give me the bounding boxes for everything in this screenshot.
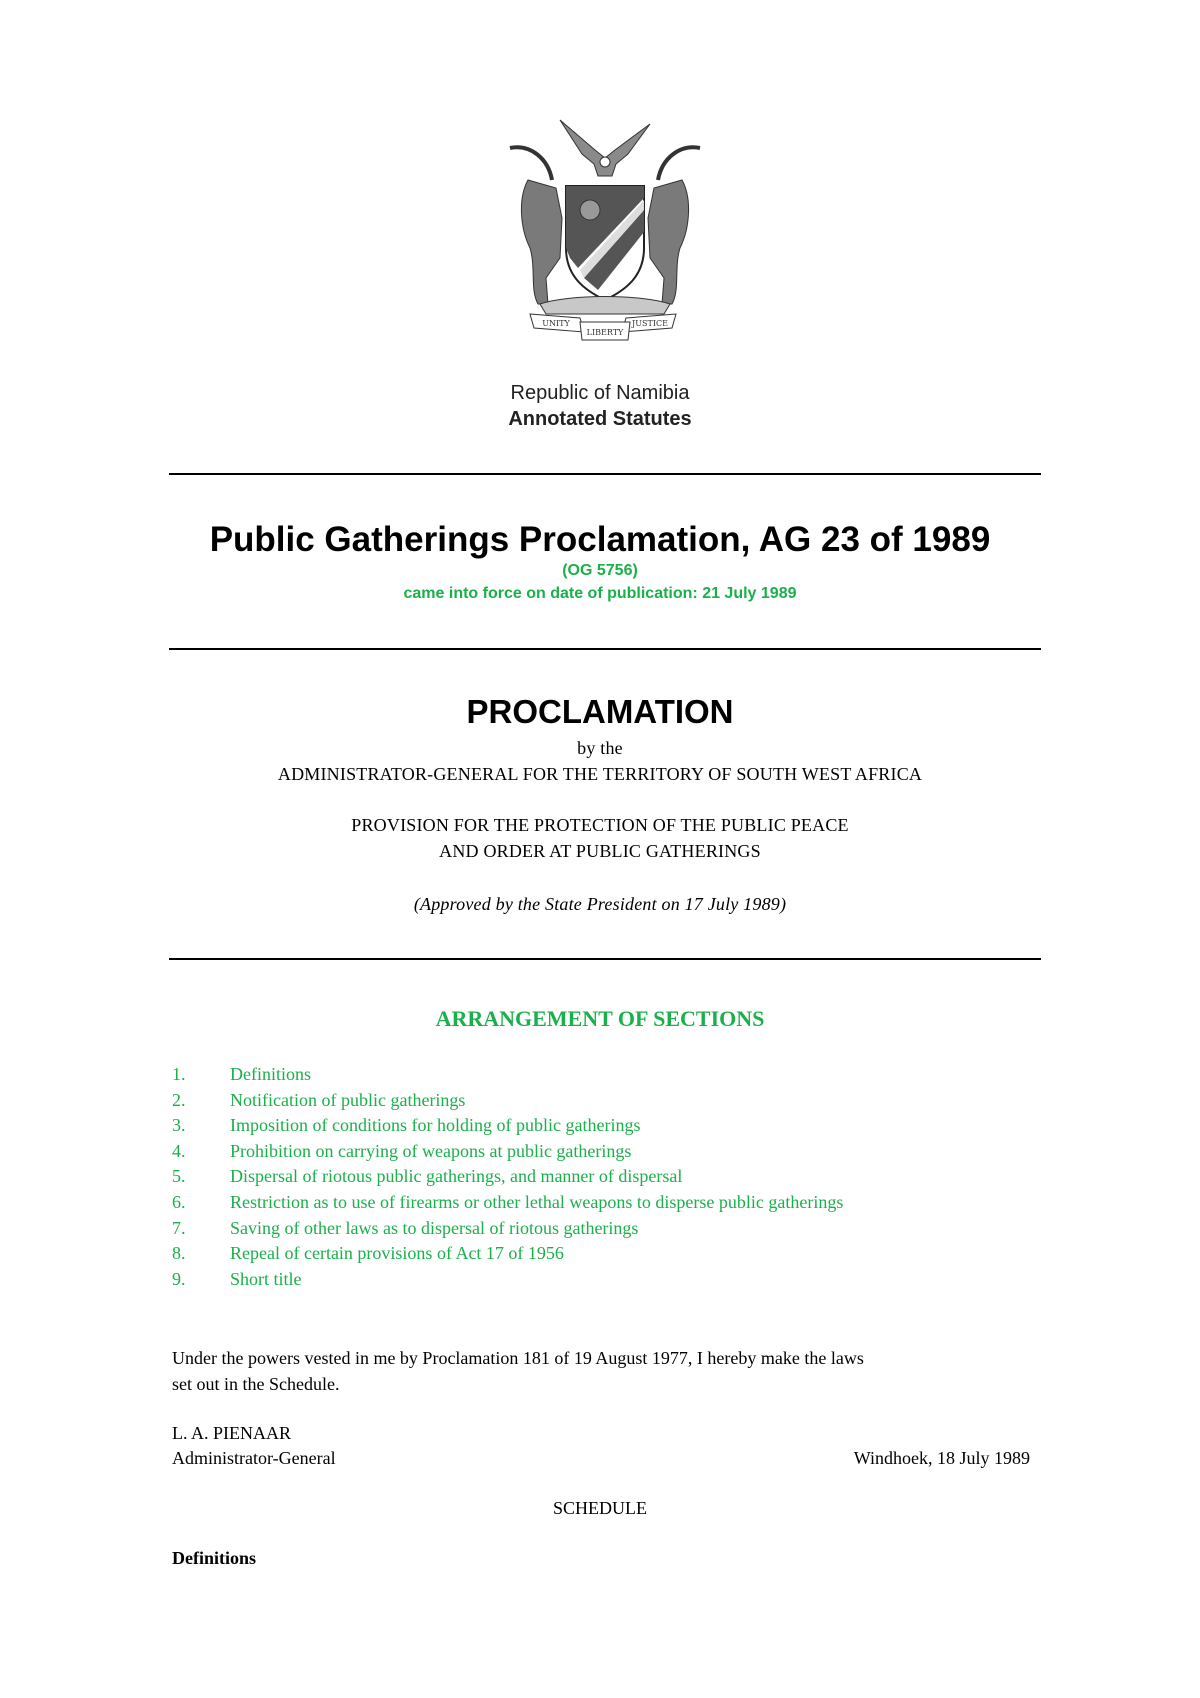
section-number: 6. [172,1191,186,1212]
section-number: 3. [172,1115,186,1136]
section-title: Imposition of conditions for holding of public gatherings [230,1115,641,1136]
definitions-heading: Definitions [172,1548,257,1568]
section-link[interactable] [172,1164,1072,1190]
enactment-clause-line-2: set out in the Schedule. [172,1374,340,1394]
section-number: 8. [172,1243,186,1264]
republic-name: Republic of Namibia [510,382,690,404]
svg-text:LIBERTY: LIBERTY [586,328,624,337]
divider [169,473,1041,475]
section-link[interactable] [172,1241,1072,1267]
arrangement-heading: ARRANGEMENT OF SECTIONS [435,1006,765,1031]
signatory-name: L. A. PIENAAR [172,1423,292,1443]
section-number: 2. [172,1089,186,1110]
section-title: Notification of public gatherings [230,1089,466,1110]
signature-row [172,1446,1030,1470]
purpose-line-2: AND ORDER AT PUBLIC GATHERINGS [439,841,761,861]
gazette-reference: (OG 5756) [562,562,638,579]
section-link[interactable] [172,1267,1072,1293]
purpose-line-1: PROVISION FOR THE PROTECTION OF THE PUBLIC PEACE [351,815,849,835]
section-title: Dispersal of riotous public gatherings, and manner of dispersal [230,1166,683,1187]
act-title: Public Gatherings Proclamation, AG 23 of 1989 [209,520,991,559]
approval-note: (Approved by the State President on 17 July 1989) [413,894,787,914]
coat-of-arms-logo [500,118,710,348]
proclamation-heading: PROCLAMATION [466,693,734,730]
issuing-authority: ADMINISTRATOR-GENERAL FOR THE TERRITORY OF SOUTH WEST AFRICA [277,764,923,784]
section-title: Repeal of certain provisions of Act 17 of 1956 [230,1243,564,1264]
svg-text:UNITY: UNITY [542,319,570,328]
section-title: Short title [230,1268,302,1289]
divider [169,648,1041,650]
enactment-clause-line-1: Under the powers vested in me by Proclamation 181 of 19 August 1977, I hereby make the laws [172,1348,864,1368]
publisher-block [0,380,1200,432]
section-link[interactable] [172,1190,1072,1216]
by-the-line: by the [577,738,623,758]
section-number: 4. [172,1140,186,1161]
section-number: 5. [172,1166,186,1187]
section-number: 1. [172,1064,186,1084]
section-link[interactable] [172,1216,1072,1242]
section-link[interactable] [172,1139,1072,1165]
section-title: Restriction as to use of firearms or other lethal weapons to disperse public gatherings [230,1191,844,1212]
schedule-heading: SCHEDULE [553,1498,647,1518]
section-number: 7. [172,1217,186,1238]
section-title: Saving of other laws as to dispersal of riotous gatherings [230,1217,639,1238]
section-number: 9. [172,1268,186,1289]
place-and-date: Windhoek, 18 July 1989 [853,1448,1030,1468]
section-link[interactable] [172,1062,1072,1088]
commencement-note: came into force on date of publication: 21 July 1989 [403,585,797,602]
section-title: Definitions [230,1064,311,1084]
signatory-office: Administrator-General [172,1448,336,1468]
sections-list [172,1062,1072,1292]
annotated-statutes-label: Annotated Statutes [508,408,692,430]
divider [169,958,1041,960]
svg-text:JUSTICE: JUSTICE [632,319,668,328]
section-link[interactable] [172,1088,1072,1114]
section-link[interactable] [172,1113,1072,1139]
section-title: Prohibition on carrying of weapons at public gatherings [230,1140,632,1161]
